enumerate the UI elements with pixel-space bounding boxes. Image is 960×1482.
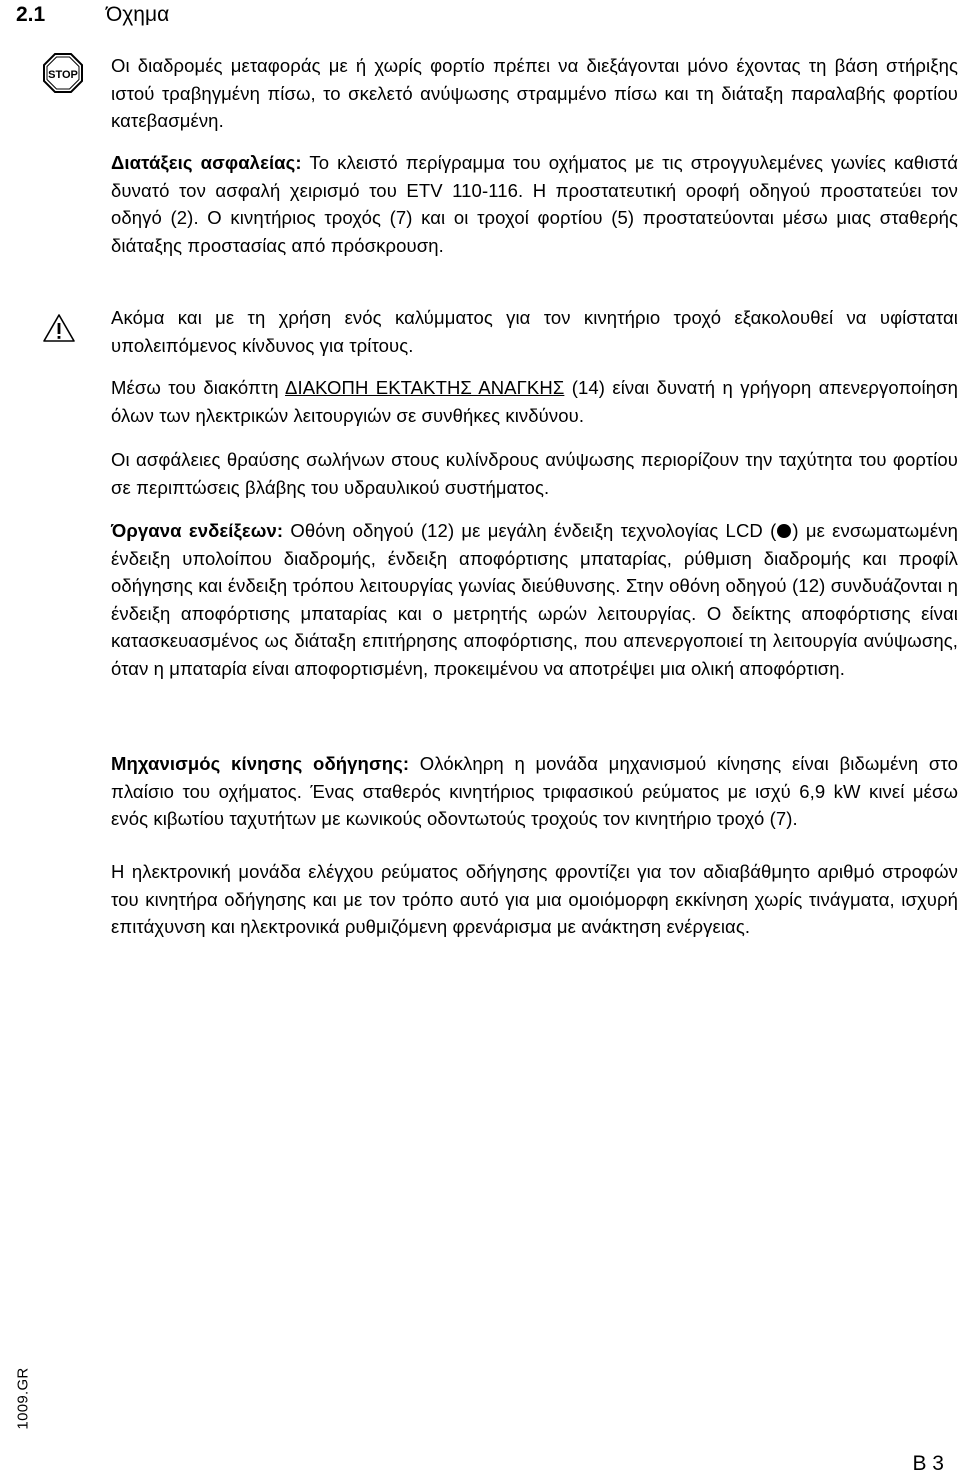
document-code: 1009.GR <box>14 1367 32 1430</box>
safety-devices-text: Το κλειστό περίγραμμα του οχήματος με τις στρογγυλεμένες γωνίες καθιστά δυνατό τον ασφαλή χειρισμό του ETV 110-116. Η προστατευτική οροφή οδηγού προστατεύει τον οδηγό (2). Ο κινητήριος τροχός (7) και οι τροχοί φορτίου (5) προστατεύονται μέσω μιας σταθερής διάταξης προστασίας από πρόσκρουση. <box>111 152 958 256</box>
paragraph-display-instruments <box>111 517 958 682</box>
safety-devices-lead: Διατάξεις ασφαλείας: <box>111 152 302 173</box>
display-instruments-lead: Όργανα ενδείξεων: <box>111 520 284 541</box>
paragraph-transport: Οι διαδρομές μεταφοράς με ή χωρίς φορτίο πρέπει να διεξάγονται μόνο έχοντας τη βάση στήριξης ιστού τραβηγμένη πίσω, το σκελετό ανύψωσης στραμμένο πίσω και τη διάταξη παραλαβής φορτίου κατεβασμένη. <box>111 55 958 131</box>
drive-mechanism-text: Ολόκληρη η μονάδα μηχανισμού κίνησης είναι βιδωμένη στο πλαίσιο του οχήματος. Ένας σταθερός κινητήριος τριφασικού ρεύματος με ισχύ 6,9 kW κινεί μέσω ενός κιβωτίου ταχυτήτων με κωνικούς οδοντωτούς τροχούς τον κινητήριο τροχό (7). <box>111 753 958 829</box>
section-number: 2.1 <box>16 3 46 26</box>
paragraph-safety-devices <box>111 149 958 259</box>
page-number: B 3 <box>912 1452 944 1475</box>
display-text-a: Οθόνη οδηγού (12) με μεγάλη ένδειξη τεχνολογίας LCD ( <box>283 520 777 541</box>
section-heading <box>16 0 169 30</box>
paragraph-residual-risk: Ακόμα και με τη χρήση ενός καλύμματος για τον κινητήριο τροχό εξακολουθεί να υφίσταται υπολειπόμενος κίνδυνος για τρίτους. <box>111 307 958 356</box>
stop-sign-icon <box>42 52 84 94</box>
paragraph-electronic-control: Η ηλεκτρονική μονάδα ελέγχου ρεύματος οδήγησης φροντίζει για τον αδιαβάθμητο αριθμό στροφών του κινητήρα οδήγησης και με τον τρόπο αυτό για μια ομοιόμορφη εκκίνηση χωρίς τινάγματα, ισχυρή επιτάχυνση και ηλεκτρονικά ρυθμιζόμενη φρενάρισμα με ανάκτηση ενέργειας. <box>111 861 958 937</box>
paragraph-drive-mechanism <box>111 750 958 833</box>
paragraph-pipe-rupture: Οι ασφάλειες θραύσης σωλήνων στους κυλίνδρους ανύψωσης περιορίζουν την ταχύτητα του φορτίου σε περιπτώσεις βλάβης του υδραυλικού συστήματος. <box>111 449 958 498</box>
drive-mechanism-lead: Μηχανισμός κίνησης οδήγησης: <box>111 753 410 774</box>
stop-sign-text: STOP <box>48 69 78 81</box>
section-title: Όχημα <box>106 3 170 26</box>
paragraph-emergency-stop <box>111 374 958 429</box>
filled-circle-icon <box>777 524 791 538</box>
emergency-stop-label: ΔΙΑΚΟΠΗ ΕΚΤΑΚΤΗΣ ΑΝΑΓΚΗΣ <box>285 377 565 398</box>
emergency-text-a: Μέσω του διακόπτη <box>111 377 286 398</box>
display-text-b: ) με ενσωματωμένη ένδειξη υπολοίπου διαδρομής, ένδειξη αποφόρτισης μπαταρίας, ρύθμιση διαδρομής και προφίλ οδήγησης και ένδειξη τρόπου λειτουργίας γωνίας διεύθυνσης. Στην οθόνη οδηγού (12) συνδυάζονται η ένδειξη αποφόρτισης μπαταρίας και ο μετρητής ωρών λειτουργίας. Ο δείκτης αποφόρτισης είναι κατασκευασμένος ως διάταξη επιτήρησης αποφόρτισης, που απενεργοποιεί τη λειτουργία ανύψωσης, όταν η μπαταρία είναι αποφορτισμένη, προκειμένου να αποτρέψει μια ολική αποφόρτιση. <box>111 520 958 679</box>
warning-triangle-icon <box>42 313 76 343</box>
emergency-text-b: (14) είναι δυνατή η γρήγορη απενεργοποίηση όλων των ηλεκτρικών λειτουργιών σε συνθήκες κινδύνου. <box>111 377 959 426</box>
